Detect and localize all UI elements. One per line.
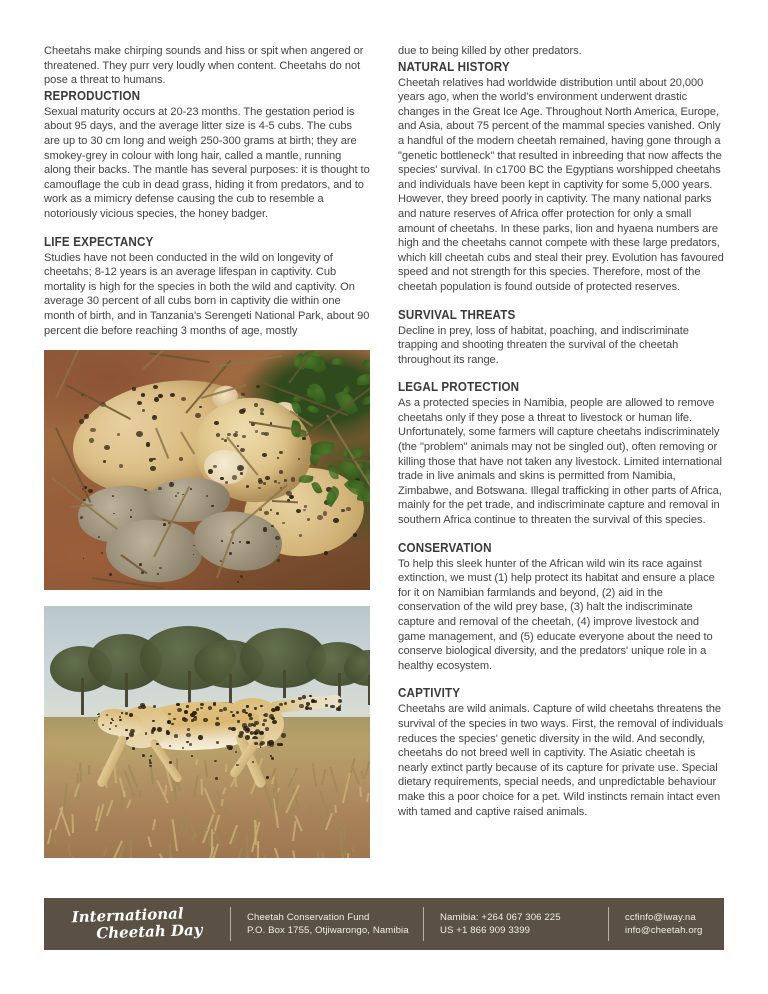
postal-address: P.O. Box 1755, Otjiwarongo, Namibia	[247, 925, 409, 936]
email-ccfinfo[interactable]: ccfinfo@iway.na	[625, 912, 696, 923]
section-body-reproduction: Sexual maturity occurs at 20-23 months. The gestation period is about 95 days, and the average litter size is 4-5 cubs. The cubs are up to 30 cm long and weigh 250-300 grams at birth; they are smokey-grey in colour with long hair, called a mantle, running along their backs. The mantle has several purposes: it is thought to camouflage the cub in dead grass, hiding it from predators, and to work as a mimicry defense causing the cub to resemble a notoriously vicious species, the honey badger.	[44, 105, 370, 220]
section-body-captivity: Cheetahs are wild animals. Capture of wild cheetahs threatens the survival of the species in two ways. First, the removal of individuals reduces the species' genetic diversity in the wild. And secondly, cheetahs do not breed well in captivity. The Asiatic cheetah is nearly extinct partly because of its capture for private use. Special dietary requirements, special needs, and unpredictable behaviour make this a poor choice for a pet. Wild instincts remain intact even with tamed and captive raised animals.	[398, 703, 724, 818]
section-conservation	[398, 540, 724, 674]
organization-name: Cheetah Conservation Fund	[247, 912, 370, 923]
logo-wordmark	[71, 905, 202, 944]
section-legal-protection	[398, 379, 724, 527]
footer-bar	[44, 898, 724, 950]
section-body-natural-history: Cheetah relatives had worldwide distribution until about 20,000 years ago, when the world's environment underwent drastic changes in the Great Ice Age. Throughout North America, Europe, and Asia, about 75 percent of the mammal species vanished. Only a handful of the modern cheetah remained, having gone through a "genetic bottleneck" that resulted in inbreeding that now affects the species' survival. In c1700 BC the Egyptians worshipped cheetahs and individuals have been kept in captivity for some 5,000 years. However, they breed poorly in captivity. The many national parks and nature reserves of Africa offer protection for only a small amount of cheetahs. In these parks, lion and hyaena numbers are high and the cheetahs cannot compete with these large predators, which kill cheetah cubs and steal their prey. Evolution has favoured speed and not strength for this species. Therefore, most of the cheetah population is found outside of protected reserves.	[398, 76, 724, 293]
section-heading-life-expectancy: LIFE EXPECTANCY	[44, 233, 154, 249]
section-life-expectancy	[44, 234, 370, 339]
section-heading-natural-history: NATURAL HISTORY	[398, 58, 510, 74]
section-heading-legal-protection: LEGAL PROTECTION	[398, 379, 520, 395]
email-info[interactable]: info@cheetah.org	[625, 925, 703, 936]
section-body-life-expectancy: Studies have not been conducted in the wild on longevity of cheetahs; 8-12 years is an average lifespan in captivity. Cub mortality is high for the species in both the wild and captivity. On average 30 percent of all cubs born in captivity die within one month of birth, and in Tanzania's Serengeti National Park, about 90 percent die before reaching 3 months of age, mostly	[44, 251, 370, 337]
intro-paragraph: Cheetahs make chirping sounds and hiss or spit when angered or threatened. They purr very loudly when content. Cheetahs do not pose a threat to humans.	[44, 45, 364, 87]
international-cheetah-day-logo	[44, 904, 230, 943]
footer-emails	[609, 911, 768, 937]
cheetah-mother-with-cubs-photo	[44, 350, 370, 590]
section-heading-captivity: CAPTIVITY	[398, 685, 461, 701]
footer-phone-numbers	[424, 911, 608, 937]
right-column	[398, 44, 724, 858]
continuation-paragraph: due to being killed by other predators.	[398, 45, 582, 57]
running-cheetah-photo	[44, 606, 370, 858]
section-body-survival-threats: Decline in prey, loss of habitat, poaching, and indiscriminate trapping and shooting threaten the survival of the cheetah throughout its range.	[398, 324, 689, 366]
section-body-legal-protection: As a protected species in Namibia, people are allowed to remove cheetahs only if they pose a threat to livestock or human life. Unfortunately, some farmers will capture cheetahs indiscriminately (the "problem" animals may not be singled out), often removing or killing those that have not taken any livestock. Limited international trade in live animals and skins is permitted from Namibia, Zimbabwe, and Botswana. Illegal trafficking in other parts of Africa, mainly for the pet trade, and indiscriminate capture and removal in southern Africa continue to threaten the survival of this species.	[398, 397, 722, 527]
section-body-conservation: To help this sleek hunter of the African wild win its race against extinction, we must (1) help protect its habitat and ensure a place for it on Namibian farmlands and beyond, (2) aid in the conservation of the wild prey base, (3) halt the indiscriminate capture and removal of the cheetah, (4) improve livestock and game management, and (5) educate everyone about the need to conserve biological diversity, and the predators' unique role in a healthy ecosystem.	[398, 557, 715, 672]
phone-us: US +1 866 909 3399	[440, 925, 531, 936]
section-heading-reproduction: REPRODUCTION	[44, 87, 141, 103]
footer-organization-address	[231, 911, 423, 937]
left-column	[44, 44, 370, 858]
logo-line-2: Cheetah Day	[95, 920, 203, 943]
section-survival-threats	[398, 307, 724, 368]
section-natural-history	[398, 59, 724, 295]
section-heading-conservation: CONSERVATION	[398, 539, 492, 555]
phone-namibia: Namibia: +264 067 306 225	[440, 912, 561, 923]
logo-line-1: International	[71, 904, 184, 927]
section-heading-survival-threats: SURVIVAL THREATS	[398, 306, 516, 322]
section-reproduction	[44, 88, 370, 222]
section-captivity	[398, 685, 724, 819]
two-column-layout	[44, 44, 724, 858]
